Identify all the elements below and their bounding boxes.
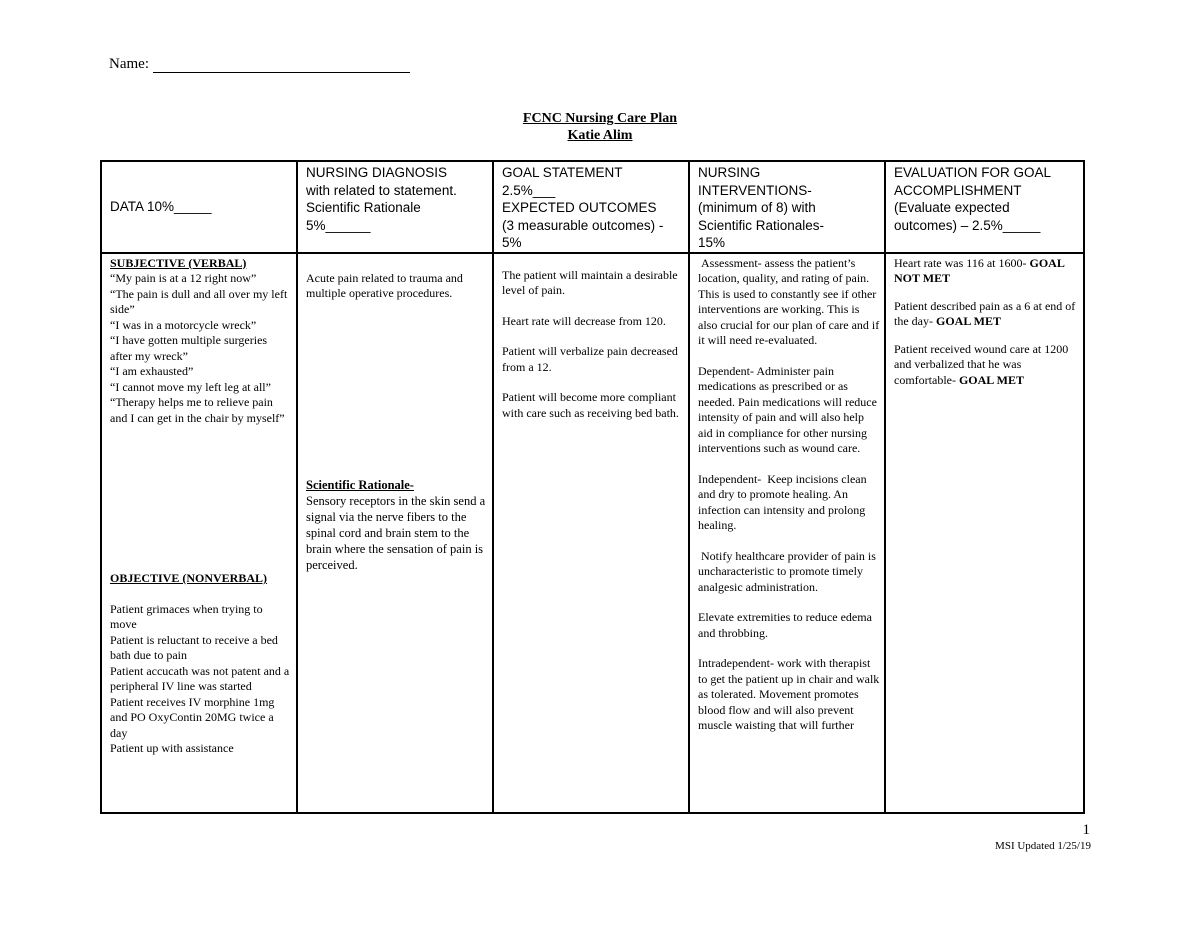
subjective-item: “I was in a motorcycle wreck” [110,317,257,332]
objective-heading: OBJECTIVE (NONVERBAL) [110,571,268,585]
goal-item: Heart rate will decrease from 120. [502,313,666,328]
goal-item: Patient will become more compliant with care such as receiving bed bath. [502,390,679,420]
header-line: 15% [698,235,726,250]
header-line: ACCOMPLISHMENT [894,182,1022,198]
header-line: Scientific Rationale [306,200,421,215]
goal-status: GOAL MET [935,314,1001,328]
goal-item: The patient will maintain a desirable level of pain. [502,267,678,297]
evaluation-item [894,256,1079,287]
intervention-item: Intradependent- work with therapist to get the patient up in chair and walk as tolerated. Movement promotes blood flow and will also prevent muscle waisting that will further [698,656,880,732]
subjective-item: “I have gotten multiple surgeries after my wreck” [110,333,268,363]
subjective-item: “I am exhausted” [110,364,194,378]
header-line: 5%______ [306,217,371,233]
intervention-item: Assessment- assess the patient’s location, quality, and rating of pain. This is used to constantly see if other interventions are working. This is also crucial for our plan of care and if it will need re-evaluated. [698,255,883,347]
objective-item: Patient receives IV morphine 1mg and PO OxyContin 20MG twice a day [110,694,275,740]
objective-item: Patient is reluctant to receive a bed bath due to pain [110,632,278,662]
header-line: DATA 10%_____ [110,199,212,214]
header-line: GOAL STATEMENT [502,165,623,180]
column-header-data [101,161,297,253]
rationale-text: Sensory receptors in the skin send a signal via the nerve fibers to the spinal cord and brain stem to the brain where the sensation of pain is perceived. [306,493,486,572]
document-title [0,110,1200,144]
intervention-item: Elevate extremities to reduce edema and throbbing. [698,610,872,640]
subjective-item: “I cannot move my left leg at all” [110,379,271,394]
header-line: EVALUATION FOR GOAL [894,165,1052,180]
name-label: Name: [109,56,149,72]
objective-item: Patient grimaces when trying to move [110,601,263,631]
header-line: (3 measurable outcomes) - [502,217,664,233]
data-cell [101,253,297,813]
column-header-interventions [689,161,885,253]
objective-item: Patient up with assistance [110,741,234,755]
subjective-heading: SUBJECTIVE (VERBAL) [110,255,247,270]
title-line-2: Katie Alim [567,128,633,143]
content-row [101,253,1084,813]
column-header-diagnosis [297,161,493,253]
diagnosis-statement: Acute pain related to trauma and multiple operative procedures. [306,270,463,300]
title-line-1: FCNC Nursing Care Plan [522,111,678,126]
header-line: 2.5%___ [502,182,556,198]
rationale-heading: Scientific Rationale- [306,477,414,492]
goal-item: Patient will verbalize pain decreased from a 12. [502,344,678,374]
evaluation-text: Patient received wound care at 1200 and verbalized that he was comfortable- [894,341,1069,387]
diagnosis-cell [297,253,493,813]
header-row [101,161,1084,253]
header-line: (Evaluate expected [894,200,1010,215]
header-line: NURSING DIAGNOSIS [306,165,448,180]
evaluation-text: Patient described pain as a 6 at end of the day- [894,298,1076,328]
evaluation-cell [885,253,1084,813]
header-line: with related to statement. [306,182,457,198]
header-line: EXPECTED OUTCOMES [502,200,657,215]
goal-status: GOAL NOT MET [894,255,1065,285]
subjective-item: “My pain is at a 12 right now” [110,271,257,285]
objective-item: Patient accucath was not patent and a peripheral IV line was started [110,663,290,693]
intervention-item: Notify healthcare provider of pain is uncharacteristic to promote timely analgesic administration. [698,548,879,594]
intervention-item: Independent- Keep incisions clean and dry to promote healing. An infection can intensity and prolong healing. [698,471,870,532]
name-blank-line[interactable] [153,58,410,73]
header-line: outcomes) – 2.5%_____ [894,217,1041,233]
evaluation-item [894,299,1079,330]
header-line: (minimum of 8) with [698,200,816,215]
header-line: INTERVENTIONS- [698,182,812,198]
intervention-item: Dependent- Administer pain medications as prescribed or as needed. Pain medications will reduce intensity of pain and will also help aid in compliance for other nursing interventions such as wound care. [698,363,877,455]
goal-cell [493,253,689,813]
updated-note: MSI Updated 1/25/19 [995,840,1091,852]
goal-status: GOAL MET [958,372,1024,387]
header-line: Scientific Rationales- [698,217,825,233]
subjective-item: “The pain is dull and all over my left side” [110,286,288,316]
header-line: NURSING [698,165,761,180]
evaluation-item [894,342,1079,389]
page-number: 1 [1082,822,1090,838]
evaluation-text: Heart rate was 116 at 1600- [894,255,1030,270]
interventions-cell [689,253,885,813]
column-header-evaluation [885,161,1084,253]
name-field[interactable] [109,56,410,73]
subjective-item: “Therapy helps me to relieve pain and I can get in the chair by myself” [110,395,285,425]
care-plan-table [100,160,1085,814]
header-line: 5% [502,235,522,250]
column-header-goal [493,161,689,253]
